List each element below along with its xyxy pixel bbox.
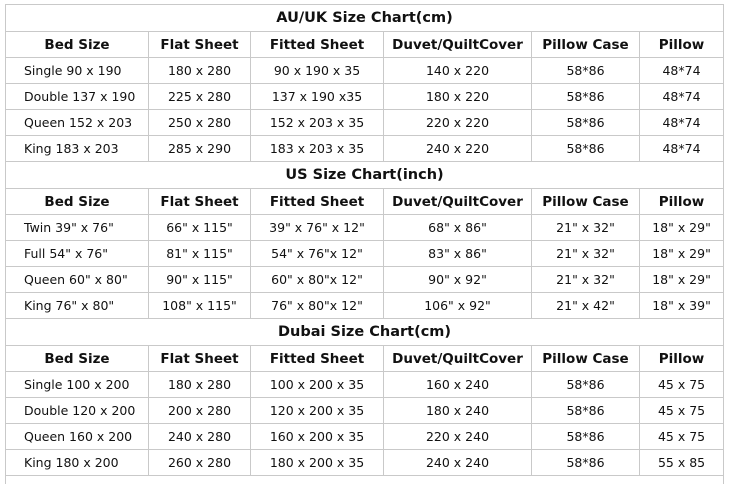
cell-flat-sheet: 250 x 280 — [149, 110, 251, 136]
cell-bed-size: Queen 60" x 80" — [6, 267, 149, 293]
column-header-duvet-quiltcover: Duvet/QuiltCover — [384, 189, 532, 215]
cell-flat-sheet: 66" x 115" — [149, 215, 251, 241]
cell-flat-sheet: 240 x 280 — [149, 424, 251, 450]
column-header-pillow-case: Pillow Case — [532, 189, 640, 215]
cell-flat-sheet: 90" x 115" — [149, 267, 251, 293]
cell-duvet-quiltcover: 220 x 240 — [384, 424, 532, 450]
cell-pillow: 45 x 75 — [640, 398, 724, 424]
cell-fitted-sheet: 137 x 190 x35 — [251, 84, 384, 110]
column-header-bed-size: Bed Size — [6, 346, 149, 372]
cell-pillow-case: 58*86 — [532, 372, 640, 398]
column-header-duvet-quiltcover: Duvet/QuiltCover — [384, 32, 532, 58]
cell-pillow: 18" x 29" — [640, 241, 724, 267]
cell-fitted-sheet: 152 x 203 x 35 — [251, 110, 384, 136]
cell-pillow: 48*74 — [640, 84, 724, 110]
column-header-bed-size: Bed Size — [6, 32, 149, 58]
cell-pillow-case: 58*86 — [532, 136, 640, 162]
chart-title-row — [6, 162, 724, 189]
cell-pillow: 18" x 39" — [640, 293, 724, 319]
cell-bed-size: Twin 39" x 76" — [6, 215, 149, 241]
table-row — [6, 293, 724, 319]
table-row — [6, 267, 724, 293]
cell-pillow-case: 58*86 — [532, 110, 640, 136]
column-header-flat-sheet: Flat Sheet — [149, 189, 251, 215]
cell-bed-size: Queen 152 x 203 — [6, 110, 149, 136]
column-header-pillow-case: Pillow Case — [532, 346, 640, 372]
column-header-row — [6, 32, 724, 58]
cell-fitted-sheet: 76" x 80"x 12" — [251, 293, 384, 319]
table-row — [6, 215, 724, 241]
cell-pillow-case: 58*86 — [532, 84, 640, 110]
table-row — [6, 84, 724, 110]
cell-duvet-quiltcover: 240 x 220 — [384, 136, 532, 162]
cell-pillow: 45 x 75 — [640, 372, 724, 398]
cell-fitted-sheet: 54" x 76"x 12" — [251, 241, 384, 267]
column-header-row — [6, 346, 724, 372]
chart-title-row — [6, 319, 724, 346]
column-header-fitted-sheet: Fitted Sheet — [251, 32, 384, 58]
cell-duvet-quiltcover: 90" x 92" — [384, 267, 532, 293]
cell-flat-sheet: 285 x 290 — [149, 136, 251, 162]
chart-title: AU/UK Size Chart(cm) — [6, 5, 724, 32]
cell-bed-size: King 180 x 200 — [6, 450, 149, 476]
cell-fitted-sheet: 100 x 200 x 35 — [251, 372, 384, 398]
cell-fitted-sheet: 39" x 76" x 12" — [251, 215, 384, 241]
cell-flat-sheet: 260 x 280 — [149, 450, 251, 476]
cell-pillow-case: 58*86 — [532, 424, 640, 450]
cell-pillow: 48*74 — [640, 136, 724, 162]
cell-fitted-sheet: 180 x 200 x 35 — [251, 450, 384, 476]
cell-pillow: 45 x 75 — [640, 424, 724, 450]
cell-fitted-sheet: 90 x 190 x 35 — [251, 58, 384, 84]
cell-bed-size: Full 54" x 76" — [6, 241, 149, 267]
table-row — [6, 450, 724, 476]
table-row — [6, 398, 724, 424]
cell-pillow: 48*74 — [640, 58, 724, 84]
cropped-row — [6, 476, 724, 484]
cell-duvet-quiltcover: 68" x 86" — [384, 215, 532, 241]
column-header-flat-sheet: Flat Sheet — [149, 346, 251, 372]
cell-flat-sheet: 81" x 115" — [149, 241, 251, 267]
column-header-fitted-sheet: Fitted Sheet — [251, 346, 384, 372]
column-header-row — [6, 189, 724, 215]
column-header-pillow: Pillow — [640, 346, 724, 372]
cell-duvet-quiltcover: 240 x 240 — [384, 450, 532, 476]
cell-flat-sheet: 200 x 280 — [149, 398, 251, 424]
cell-bed-size: Single 90 x 190 — [6, 58, 149, 84]
cell-pillow-case: 58*86 — [532, 398, 640, 424]
cell-pillow-case: 21" x 32" — [532, 267, 640, 293]
cell-duvet-quiltcover: 180 x 240 — [384, 398, 532, 424]
cell-fitted-sheet: 60" x 80"x 12" — [251, 267, 384, 293]
cell-pillow: 18" x 29" — [640, 267, 724, 293]
cell-duvet-quiltcover: 220 x 220 — [384, 110, 532, 136]
cell-fitted-sheet: 120 x 200 x 35 — [251, 398, 384, 424]
cell-pillow-case: 21" x 32" — [532, 241, 640, 267]
table-row — [6, 372, 724, 398]
cell-duvet-quiltcover: 180 x 220 — [384, 84, 532, 110]
cell-pillow-case: 21" x 42" — [532, 293, 640, 319]
cell-bed-size: Double 137 x 190 — [6, 84, 149, 110]
cell-bed-size: Double 120 x 200 — [6, 398, 149, 424]
cell-flat-sheet: 108" x 115" — [149, 293, 251, 319]
column-header-bed-size: Bed Size — [6, 189, 149, 215]
cell-pillow: 48*74 — [640, 110, 724, 136]
cell-flat-sheet: 180 x 280 — [149, 58, 251, 84]
cell-bed-size: Single 100 x 200 — [6, 372, 149, 398]
column-header-flat-sheet: Flat Sheet — [149, 32, 251, 58]
column-header-duvet-quiltcover: Duvet/QuiltCover — [384, 346, 532, 372]
cell-fitted-sheet: 160 x 200 x 35 — [251, 424, 384, 450]
table-row — [6, 424, 724, 450]
cropped-next-section — [6, 476, 724, 484]
cell-flat-sheet: 225 x 280 — [149, 84, 251, 110]
cell-pillow: 18" x 29" — [640, 215, 724, 241]
cell-bed-size: King 183 x 203 — [6, 136, 149, 162]
column-header-fitted-sheet: Fitted Sheet — [251, 189, 384, 215]
chart-title: US Size Chart(inch) — [6, 162, 724, 189]
column-header-pillow: Pillow — [640, 189, 724, 215]
cell-pillow-case: 58*86 — [532, 450, 640, 476]
cell-duvet-quiltcover: 106" x 92" — [384, 293, 532, 319]
cell-flat-sheet: 180 x 280 — [149, 372, 251, 398]
cell-fitted-sheet: 183 x 203 x 35 — [251, 136, 384, 162]
table-row — [6, 136, 724, 162]
column-header-pillow-case: Pillow Case — [532, 32, 640, 58]
cell-pillow-case: 58*86 — [532, 58, 640, 84]
cell-duvet-quiltcover: 140 x 220 — [384, 58, 532, 84]
table-row — [6, 58, 724, 84]
column-header-pillow: Pillow — [640, 32, 724, 58]
chart-title-row — [6, 5, 724, 32]
cell-bed-size: Queen 160 x 200 — [6, 424, 149, 450]
chart-title: Dubai Size Chart(cm) — [6, 319, 724, 346]
cell-duvet-quiltcover: 83" x 86" — [384, 241, 532, 267]
size-chart-sheet — [5, 4, 723, 484]
cell-pillow-case: 21" x 32" — [532, 215, 640, 241]
cell-pillow: 55 x 85 — [640, 450, 724, 476]
cell-bed-size: King 76" x 80" — [6, 293, 149, 319]
table-row — [6, 110, 724, 136]
cell-duvet-quiltcover: 160 x 240 — [384, 372, 532, 398]
size-chart-table — [5, 4, 724, 484]
table-row — [6, 241, 724, 267]
